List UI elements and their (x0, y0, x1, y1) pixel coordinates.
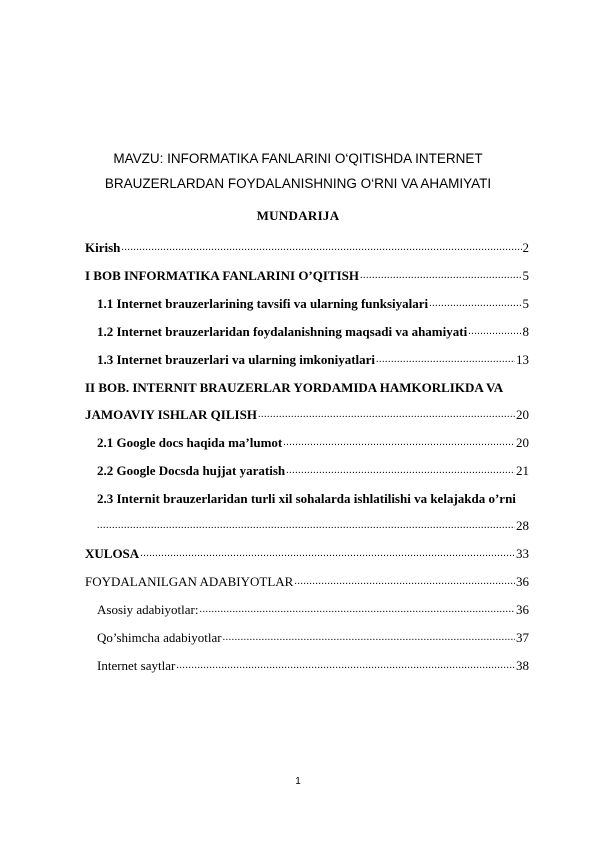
toc-entry-label: 2.1 Google docs haqida ma’lumot (97, 435, 283, 450)
toc-heading: MUNDARIJA (256, 208, 340, 223)
toc-entry-main-references[interactable] (85, 589, 529, 617)
toc-entry-page: 38 (516, 658, 529, 673)
toc-entry-internet-sites[interactable] (85, 645, 529, 673)
toc-entry-chapter-2-line1[interactable] (85, 367, 529, 395)
toc-entry-chapter-1[interactable] (85, 255, 529, 283)
toc-entry-2-2[interactable] (85, 450, 529, 478)
toc-leader-dots (97, 521, 515, 531)
toc-entry-label: Kirish (85, 240, 121, 255)
toc-entry-page: 5 (522, 268, 529, 283)
toc-leader-dots (176, 661, 515, 671)
toc-entry-1-1[interactable] (85, 283, 529, 311)
toc-entry-page: 5 (522, 296, 529, 311)
toc-entry-page: 13 (516, 352, 529, 367)
toc-entry-label: 1.3 Internet brauzerlari va ularning imkoniyatlari (97, 352, 376, 367)
toc-leader-dots (258, 410, 515, 420)
toc-entry-label: XULOSA (85, 546, 140, 561)
toc-entry-label: Asosiy adabiyotlar: (97, 602, 199, 617)
toc-entry-label: Internet saytlar (97, 658, 176, 673)
toc-entry-label: JAMOAVIY ISHLAR QILISH (85, 407, 257, 422)
toc-leader-dots (376, 355, 515, 365)
toc-entry-page: 8 (522, 324, 529, 339)
title-line-1: MAVZU: INFORMATIKA FANLARINI O‘QITISHDA INTERNET (113, 151, 483, 166)
toc-entry-2-1[interactable] (85, 422, 529, 450)
toc-entry-page: 20 (516, 407, 529, 422)
toc-leader-dots (429, 299, 521, 309)
toc-entry-xulosa[interactable] (85, 533, 529, 561)
toc-entry-kirish[interactable] (85, 230, 529, 255)
toc-leader-dots (294, 577, 515, 587)
toc-entry-page: 36 (516, 602, 529, 617)
toc-leader-dots (286, 466, 515, 476)
toc-leader-dots (283, 438, 515, 448)
toc-entry-label: FOYDALANILGAN ADABIYOTLAR (85, 574, 294, 589)
page-number: 1 (295, 776, 301, 787)
toc-entry-label: I BOB INFORMATIKA FANLARINI O’QITISH (85, 268, 359, 283)
toc-leader-dots (199, 605, 515, 615)
toc-entry-references[interactable] (85, 561, 529, 589)
toc-entry-page: 2 (522, 240, 529, 255)
toc-leader-dots (223, 633, 515, 643)
toc-entry-additional-references[interactable] (85, 617, 529, 645)
toc-leader-dots (360, 271, 522, 281)
title-line-2: BRAUZERLARDAN FOYDALANISHNING O‘RNI VA AHAMIYATI (104, 176, 492, 191)
toc-entry-page: 21 (516, 463, 529, 478)
toc-entry-label: 2.2 Google Docsda hujjat yaratish (97, 463, 286, 478)
toc-entry-page: 37 (516, 630, 529, 645)
toc-entry-2-3-line1[interactable] (85, 478, 529, 506)
toc-entry-label: II BOB. INTERNIT BRAUZERLAR YORDAMIDA HAMKORLIKDA VA (85, 380, 504, 395)
toc-entry-2-3[interactable] (85, 506, 529, 533)
toc-entry-page: 28 (516, 518, 529, 533)
toc-leader-dots (121, 243, 521, 253)
toc-entry-1-3[interactable] (85, 339, 529, 367)
toc-entry-label: 1.2 Internet brauzerlaridan foydalanishning maqsadi va ahamiyati (97, 324, 468, 339)
toc-entry-chapter-2[interactable] (85, 395, 529, 422)
toc-entry-page: 36 (516, 574, 529, 589)
document-title (80, 146, 516, 196)
table-of-contents (85, 230, 529, 673)
toc-entry-1-2[interactable] (85, 311, 529, 339)
toc-entry-label: Qo’shimcha adabiyotlar (97, 630, 222, 645)
toc-entry-page: 33 (516, 546, 529, 561)
toc-entry-label: 2.3 Internit brauzerlaridan turli xil sohalarda ishlatilishi va kelajakda o’rni (97, 491, 516, 506)
toc-leader-dots (140, 549, 515, 559)
toc-leader-dots (468, 327, 521, 337)
toc-entry-page: 20 (516, 435, 529, 450)
toc-entry-label: 1.1 Internet brauzerlarining tavsifi va ularning funksiyalari (97, 296, 429, 311)
